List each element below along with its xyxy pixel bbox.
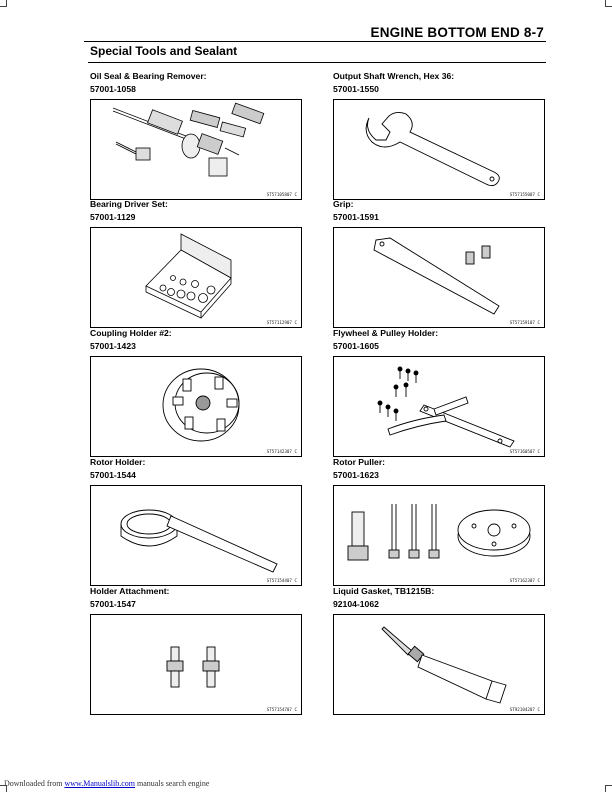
tool-name: Oil Seal & Bearing Remover: [90, 71, 207, 81]
figure-code: ST57105807 C [266, 192, 297, 197]
tool-coupling-holder [90, 327, 302, 454]
figure-code: ST57155007 C [509, 192, 540, 197]
figure-code: ST57159107 C [509, 320, 540, 325]
grip-drawing [334, 228, 544, 327]
tool-name: Flywheel & Pulley Holder: [333, 328, 439, 338]
tool-illustration [333, 99, 545, 200]
tool-name: Rotor Holder: [90, 457, 146, 467]
figure-code: ST57112907 C [266, 320, 297, 325]
tool-liquid-gasket [333, 585, 545, 712]
page-header-title: ENGINE BOTTOM END 8-7 [370, 25, 544, 40]
tool-part-number: 57001-1129 [90, 212, 136, 222]
tool-part-number: 57001-1423 [90, 341, 136, 351]
tool-flywheel-pulley-holder [333, 327, 545, 454]
oil-seal-bearing-remover-drawing [91, 100, 301, 199]
tool-part-number: 57001-1623 [333, 470, 379, 480]
flywheel-holder-drawing [334, 357, 544, 456]
tool-name: Grip: [333, 199, 354, 209]
tool-name: Rotor Puller: [333, 457, 386, 467]
tool-illustration [333, 614, 545, 715]
tool-name: Holder Attachment: [90, 586, 170, 596]
crop-mark [0, 0, 7, 7]
figure-code: ST57154407 C [266, 578, 297, 583]
figure-code: ST57154707 C [266, 707, 297, 712]
figure-code: ST57142307 C [266, 449, 297, 454]
tool-part-number: 57001-1547 [90, 599, 136, 609]
rotor-puller-drawing [334, 486, 544, 585]
crop-mark [605, 0, 612, 7]
tool-illustration [333, 356, 545, 457]
liquid-gasket-tube-drawing [334, 615, 544, 714]
tool-illustration [90, 99, 302, 200]
tool-holder-attachment [90, 585, 302, 712]
footer-prefix: Downloaded from [4, 779, 63, 788]
figure-code: ST57160507 C [509, 449, 540, 454]
section-rule [88, 62, 546, 63]
wrench-drawing [334, 100, 544, 199]
tool-illustration [333, 227, 545, 328]
download-footer [4, 779, 209, 788]
crop-mark [605, 785, 612, 792]
tool-grip [333, 198, 545, 325]
tool-name: Liquid Gasket, TB1215B: [333, 586, 435, 596]
tool-name: Bearing Driver Set: [90, 199, 168, 209]
tool-rotor-puller [333, 456, 545, 583]
header-rule [84, 41, 546, 42]
tool-part-number: 92104-1062 [333, 599, 379, 609]
tool-illustration [90, 356, 302, 457]
figure-code: ST92104207 C [509, 707, 540, 712]
tool-bearing-driver-set [90, 198, 302, 325]
tool-illustration [90, 485, 302, 586]
tool-part-number: 57001-1591 [333, 212, 379, 222]
holder-attachment-drawing [91, 615, 301, 714]
manualslib-link[interactable]: www.Manualslib.com [64, 779, 136, 788]
tool-part-number: 57001-1544 [90, 470, 136, 480]
rotor-holder-drawing [91, 486, 301, 585]
tool-output-shaft-wrench [333, 70, 545, 197]
tool-oil-seal-bearing-remover [90, 70, 302, 197]
footer-suffix: manuals search engine [137, 779, 210, 788]
tool-name: Output Shaft Wrench, Hex 36: [333, 71, 455, 81]
figure-code: ST57162307 C [509, 578, 540, 583]
tool-part-number: 57001-1550 [333, 84, 379, 94]
section-title: Special Tools and Sealant [90, 44, 238, 58]
bearing-driver-case-drawing [91, 228, 301, 327]
tool-part-number: 57001-1605 [333, 341, 379, 351]
tool-name: Coupling Holder #2: [90, 328, 172, 338]
tool-rotor-holder [90, 456, 302, 583]
tool-illustration [90, 614, 302, 715]
tool-part-number: 57001-1058 [90, 84, 136, 94]
tool-illustration [333, 485, 545, 586]
tool-illustration [90, 227, 302, 328]
coupling-holder-drawing [91, 357, 301, 456]
